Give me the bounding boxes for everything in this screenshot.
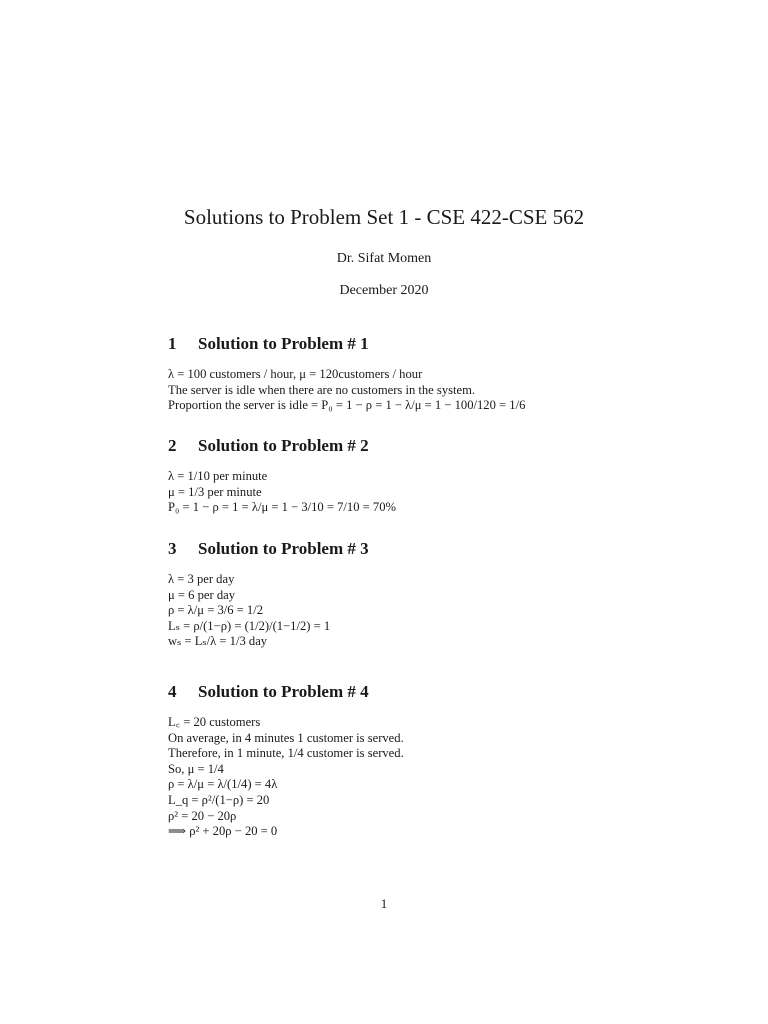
section-title: Solution to Problem # 1 [198,334,369,353]
section-body [168,367,608,414]
section-title: Solution to Problem # 3 [198,539,369,558]
equation-line: ρ = λ/μ = λ/(1/4) = 4λ [168,777,278,792]
section-body [168,715,608,840]
section-number: 3 [168,539,177,558]
section-number: 2 [168,436,177,455]
section-title: Solution to Problem # 2 [198,436,369,455]
section-title: Solution to Problem # 4 [198,682,369,701]
equation-line: λ = 100 customers / hour, μ = 120customers / hour [168,367,423,381]
equation-line: λ = 3 per day [168,572,235,586]
equation-line: λ = 1/10 per minute [168,469,268,483]
equation-line: So, μ = 1/4 [168,761,224,776]
equation-line: ⟹ ρ² + 20ρ − 20 = 0 [168,824,278,839]
equation-line: wₛ = Lₛ/λ = 1/3 day [168,634,268,649]
equation-line: L꜀ = 20 customers [168,715,261,729]
section-3 [168,539,608,650]
equation-line: μ = 1/3 per minute [168,484,262,499]
equation-line: Proportion the server is idle = P₀ = 1 − ρ = 1 − λ/μ = 1 − 100/120 = 1/6 [168,398,526,413]
page-number: 1 [380,896,388,911]
section-1 [168,334,608,414]
section-body [168,469,608,516]
section-4 [168,682,608,840]
section-heading [168,539,608,559]
document-title: Solutions to Problem Set 1 - CSE 422-CSE 562 [183,205,585,229]
text-line: The server is idle when there are no customers in the system. [168,382,476,397]
section-heading [168,682,608,702]
section-body [168,572,608,650]
section-heading [168,334,608,354]
section-2 [168,436,608,516]
equation-line: Lₛ = ρ/(1−ρ) = (1/2)/(1−1/2) = 1 [168,618,331,633]
text-line: Therefore, in 1 minute, 1/4 customer is served. [168,746,404,761]
document-date: December 2020 [339,283,429,298]
section-number: 4 [168,682,177,701]
text-line: On average, in 4 minutes 1 customer is served. [168,730,404,745]
equation-line: ρ² = 20 − 20ρ [168,808,237,823]
equation-line: L_q = ρ²/(1−ρ) = 20 [168,792,270,807]
equation-line: μ = 6 per day [168,587,236,602]
document-author: Dr. Sifat Momen [336,251,432,266]
equation-line: P₀ = 1 − ρ = 1 = λ/μ = 1 − 3/10 = 7/10 = 70% [168,500,396,515]
equation-line: ρ = λ/μ = 3/6 = 1/2 [168,603,264,618]
section-heading [168,436,608,456]
section-number: 1 [168,334,177,353]
